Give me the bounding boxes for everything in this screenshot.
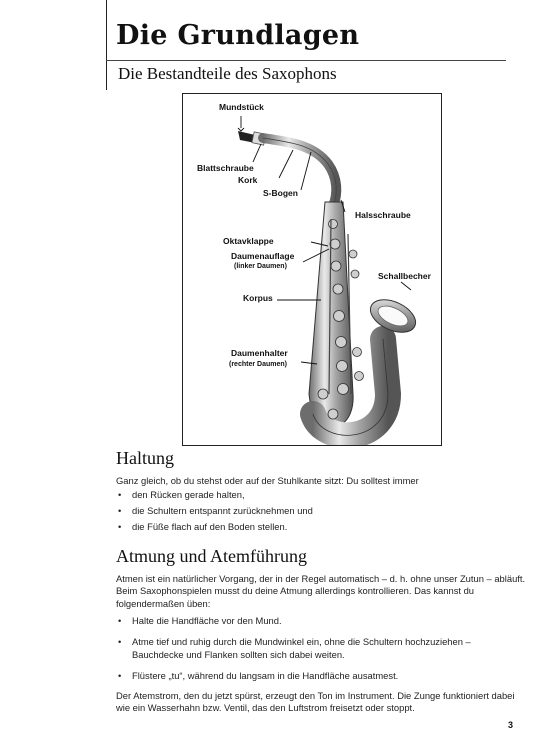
saxophone-figure	[182, 93, 442, 446]
label-oktavklappe: Oktavklappe	[223, 236, 274, 246]
page-title: Die Grundlagen	[116, 20, 360, 51]
haltung-intro: Ganz gleich, ob du stehst oder auf der Stuhlkante sitzt: Du solltest immer	[116, 475, 419, 486]
label-daumenauflage-note: (linker Daumen)	[234, 263, 287, 270]
page-number: 3	[508, 720, 514, 730]
atmung-outro	[116, 690, 514, 715]
atmung-intro	[116, 573, 525, 610]
header-vertical-rule	[106, 0, 107, 90]
bullet-dot-icon: •	[118, 615, 122, 626]
atmung-bullet-3	[118, 670, 399, 683]
label-kork: Kork	[238, 175, 258, 185]
bullet-dot-icon: •	[118, 489, 122, 500]
label-mundstueck: Mundstück	[219, 102, 264, 112]
atmung-bullet-text: Atme tief und ruhig durch die Mundwinkel ein, ohne die Schultern hochzuziehen –	[132, 636, 471, 647]
haltung-bullet-2	[118, 505, 313, 518]
atmung-intro-line: Atmen ist ein natürlicher Vorgang, der in der Regel automatisch – d. h. ohne unser Zutun – abläuft.	[116, 573, 526, 584]
atmung-bullet-1	[118, 615, 282, 628]
haltung-bullet-text: die Füße flach auf den Boden stellen.	[132, 521, 288, 532]
bullet-dot-icon: •	[118, 670, 122, 681]
label-schallbecher: Schallbecher	[378, 271, 431, 281]
label-daumenhalter: Daumenhalter	[231, 348, 288, 358]
label-daumenauflage: Daumenauflage	[231, 251, 295, 261]
label-daumenhalter-note: (rechter Daumen)	[229, 361, 287, 368]
label-s-bogen: S-Bogen	[263, 188, 298, 198]
atmung-bullet-text: Flüstere „tu“, während du langsam in die Handfläche ausatmest.	[132, 670, 399, 681]
haltung-bullet-text: den Rücken gerade halten,	[132, 489, 245, 500]
label-korpus: Korpus	[243, 293, 273, 303]
saxophone-illustration	[183, 94, 441, 445]
header-horizontal-rule	[106, 60, 506, 61]
atmung-outro-line: wie ein Wasserhahn bzw. Ventil, das den Luftstrom freisetzt oder stoppt.	[116, 702, 415, 714]
section-heading-haltung: Haltung	[116, 448, 174, 468]
atmung-intro-line: Beim Saxophonspielen musst du deine Atmung allerdings kontrollieren. Das kannst du	[116, 585, 475, 597]
bullet-dot-icon: •	[118, 636, 122, 647]
bullet-dot-icon: •	[118, 521, 122, 532]
atmung-outro-line: Der Atemstrom, den du jetzt spürst, erzeugt den Ton im Instrument. Die Zunge funktioniert dabei	[116, 690, 515, 701]
page-subtitle: Die Bestandteile des Saxophons	[118, 64, 337, 83]
section-heading-atmung: Atmung und Atemführung	[116, 546, 307, 566]
bullet-dot-icon: •	[118, 505, 122, 516]
atmung-bullet-text: Halte die Handfläche vor den Mund.	[132, 615, 282, 626]
haltung-bullet-text: die Schultern entspannt zurücknehmen und	[132, 505, 313, 516]
atmung-bullet-2	[118, 636, 471, 661]
haltung-bullet-1	[118, 489, 245, 502]
atmung-intro-line: folgendermaßen üben:	[116, 597, 211, 609]
haltung-bullet-3	[118, 521, 288, 534]
label-blattschraube: Blattschraube	[197, 163, 254, 173]
atmung-bullet-text: Bauchdecke und Flanken sollten sich dabei weiten.	[132, 648, 345, 660]
label-halsschraube: Halsschraube	[355, 210, 411, 220]
